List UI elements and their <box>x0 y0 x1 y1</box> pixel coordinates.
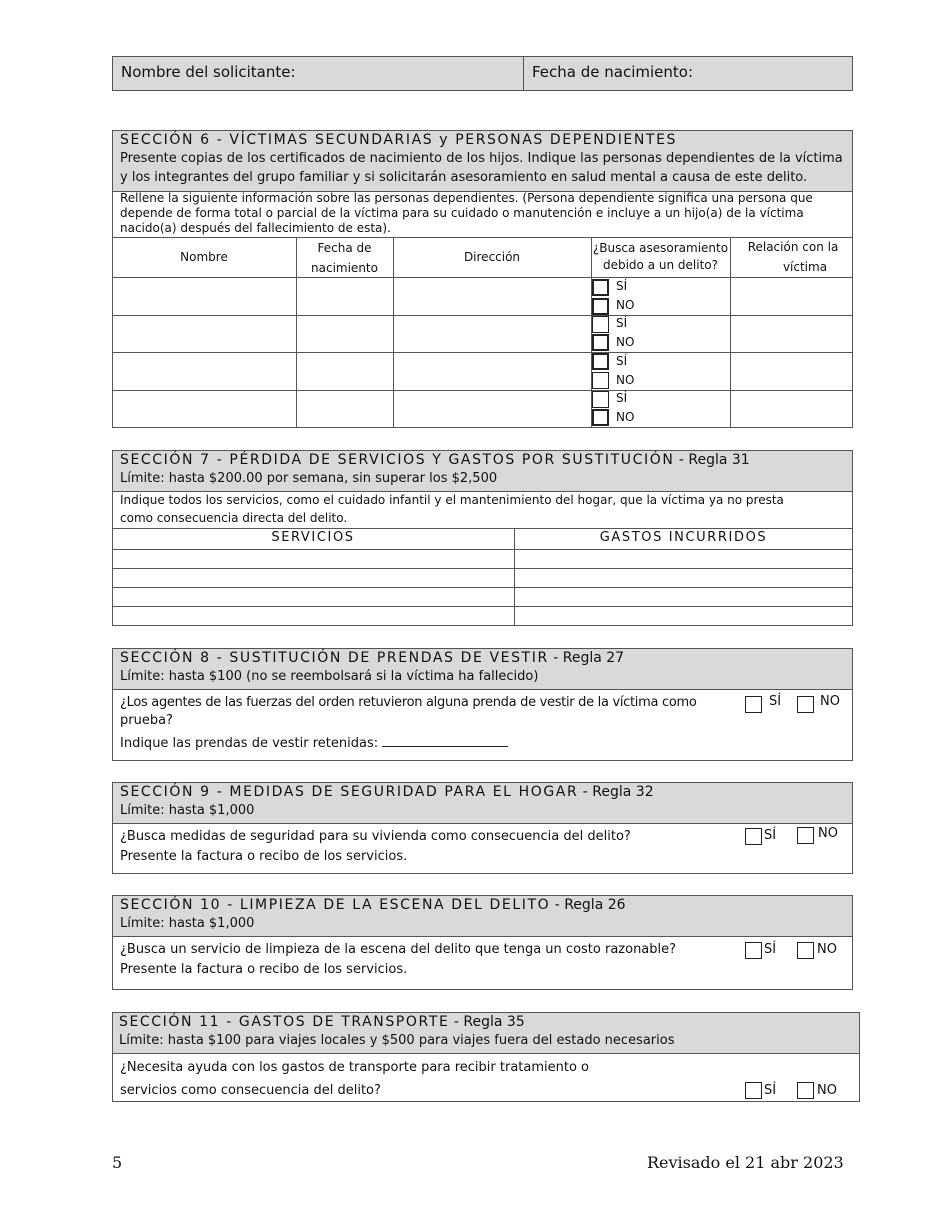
section8-question: ¿Los agentes de las fuerzas del orden retuvieron alguna prenda de vestir de la víctima como <box>120 695 697 710</box>
row4-no-label: NO <box>616 410 635 424</box>
section9-limit: Límite: hasta $1,000 <box>120 803 255 818</box>
col-name: Nombre <box>180 250 228 264</box>
section6-instructions: Rellene la siguiente información sobre las personas dependientes. (Persona dependiente significa una persona que <box>120 191 813 205</box>
revision-date: Revisado el 21 abr 2023 <box>647 1153 844 1172</box>
section9-rule: - Regla 32 <box>582 784 654 800</box>
section9-yes-checkbox[interactable] <box>745 828 762 845</box>
col-relation-2: víctima <box>782 260 828 274</box>
section10-question-2: Presente la factura o recibo de los servicios. <box>120 962 408 977</box>
section10-limit: Límite: hasta $1,000 <box>120 916 255 931</box>
section6-instructions-3: nacido(a) después del fallecimiento de esta). <box>120 221 391 235</box>
row2-no-label: NO <box>616 335 635 349</box>
row1-no-checkbox[interactable] <box>592 298 609 315</box>
birth-date-field[interactable]: Fecha de nacimiento: <box>532 63 694 81</box>
section11-yes-checkbox[interactable] <box>745 1082 762 1099</box>
row2-no-checkbox[interactable] <box>592 334 609 351</box>
col-birth-date-2: nacimiento <box>311 261 378 275</box>
col-counseling: ¿Busca asesoramiento <box>592 241 729 255</box>
page-number: 5 <box>112 1153 123 1172</box>
section8-yes-label: SÍ <box>769 694 782 709</box>
section11-question-2: servicios como consecuencia del delito? <box>120 1083 381 1098</box>
section10-rule: - Regla 26 <box>554 897 626 913</box>
section6-subtitle: Presente copias de los certificados de nacimiento de los hijos. Indique las personas dependientes de la víctima <box>120 151 843 166</box>
col-relation: Relación con la <box>747 240 839 254</box>
retained-clothing-input[interactable] <box>382 734 508 747</box>
section10-yes-label: SÍ <box>764 942 777 957</box>
section10-no-label: NO <box>817 942 837 957</box>
section10-yes-checkbox[interactable] <box>745 942 762 959</box>
col-counseling-2: debido a un delito? <box>602 258 718 272</box>
section11-rule: - Regla 35 <box>453 1014 525 1030</box>
section9-no-checkbox[interactable] <box>797 827 814 844</box>
section7-instructions: Indique todos los servicios, como el cuidado infantil y el mantenimiento del hogar, que la víctima ya no presta <box>120 493 784 507</box>
section7-title: SECCIÓN 7 - PÉRDIDA DE SERVICIOS Y GASTOS POR SUSTITUCIÓN - Regla 31 <box>120 452 750 468</box>
section8-rule: - Regla 27 <box>553 650 625 666</box>
section6-subtitle-2: y los integrantes del grupo familiar y si solicitarán asesoramiento en salud mental a causa de este delito. <box>120 170 808 185</box>
row2-yes-label: SÍ <box>616 316 628 330</box>
row3-yes-label: SÍ <box>616 354 628 368</box>
applicant-name-field[interactable]: Nombre del solicitante: <box>121 63 296 81</box>
section7-limit: Límite: hasta $200.00 por semana, sin superar los $2,500 <box>120 471 498 486</box>
section9-title: SECCIÓN 9 - MEDIDAS DE SEGURIDAD PARA EL HOGAR - Regla 32 <box>120 784 654 800</box>
section11-question: ¿Necesita ayuda con los gastos de transporte para recibir tratamiento o <box>120 1060 590 1075</box>
row1-no-label: NO <box>616 298 635 312</box>
section8-retained-label: Indique las prendas de vestir retenidas: <box>120 734 508 751</box>
row3-yes-checkbox[interactable] <box>592 353 609 370</box>
section9-question-2: Presente la factura o recibo de los servicios. <box>120 849 408 864</box>
row1-yes-label: SÍ <box>616 279 628 293</box>
section11-no-checkbox[interactable] <box>797 1082 814 1099</box>
col-birth-date: Fecha de <box>317 241 372 255</box>
col-expenses: GASTOS INCURRIDOS <box>599 530 768 545</box>
row3-no-label: NO <box>616 373 635 387</box>
section9-no-label: NO <box>818 826 838 841</box>
section7-rule: - Regla 31 <box>678 452 750 468</box>
section8-question-2: prueba? <box>120 713 173 728</box>
section8-yes-checkbox[interactable] <box>745 696 762 713</box>
section6-title: SECCIÓN 6 - VÍCTIMAS SECUNDARIAS y PERSONAS DEPENDIENTES <box>120 132 678 148</box>
section7-instructions-2: como consecuencia directa del delito. <box>120 511 348 525</box>
col-services: SERVICIOS <box>271 530 355 545</box>
section10-question: ¿Busca un servicio de limpieza de la escena del delito que tenga un costo razonable? <box>120 942 677 957</box>
section10-no-checkbox[interactable] <box>797 942 814 959</box>
section8-no-checkbox[interactable] <box>797 696 814 713</box>
section11-limit: Límite: hasta $100 para viajes locales y $500 para viajes fuera del estado necesarios <box>119 1033 675 1048</box>
section11-no-label: NO <box>817 1083 837 1098</box>
section11-yes-label: SÍ <box>764 1083 777 1098</box>
section8-limit: Límite: hasta $100 (no se reembolsará si la víctima ha fallecido) <box>120 669 539 684</box>
section9-yes-label: SÍ <box>764 828 777 843</box>
row4-yes-checkbox[interactable] <box>592 391 609 408</box>
section9-question: ¿Busca medidas de seguridad para su vivienda como consecuencia del delito? <box>120 829 631 844</box>
row1-yes-checkbox[interactable] <box>592 279 609 296</box>
section11-title: SECCIÓN 11 - GASTOS DE TRANSPORTE - Regla 35 <box>119 1014 525 1030</box>
col-address: Dirección <box>463 250 521 264</box>
section6-instructions-2: depende de forma total o parcial de la víctima para su cuidado o manutención e incluye a un hijo(a) de la víctima <box>120 206 804 220</box>
section10-title: SECCIÓN 10 - LIMPIEZA DE LA ESCENA DEL DELITO - Regla 26 <box>120 897 626 913</box>
row2-yes-checkbox[interactable] <box>592 316 609 333</box>
row4-no-checkbox[interactable] <box>592 409 609 426</box>
row3-no-checkbox[interactable] <box>592 372 609 389</box>
section8-title: SECCIÓN 8 - SUSTITUCIÓN DE PRENDAS DE VESTIR - Regla 27 <box>120 650 625 666</box>
section8-no-label: NO <box>820 694 840 709</box>
row4-yes-label: SÍ <box>616 391 628 405</box>
